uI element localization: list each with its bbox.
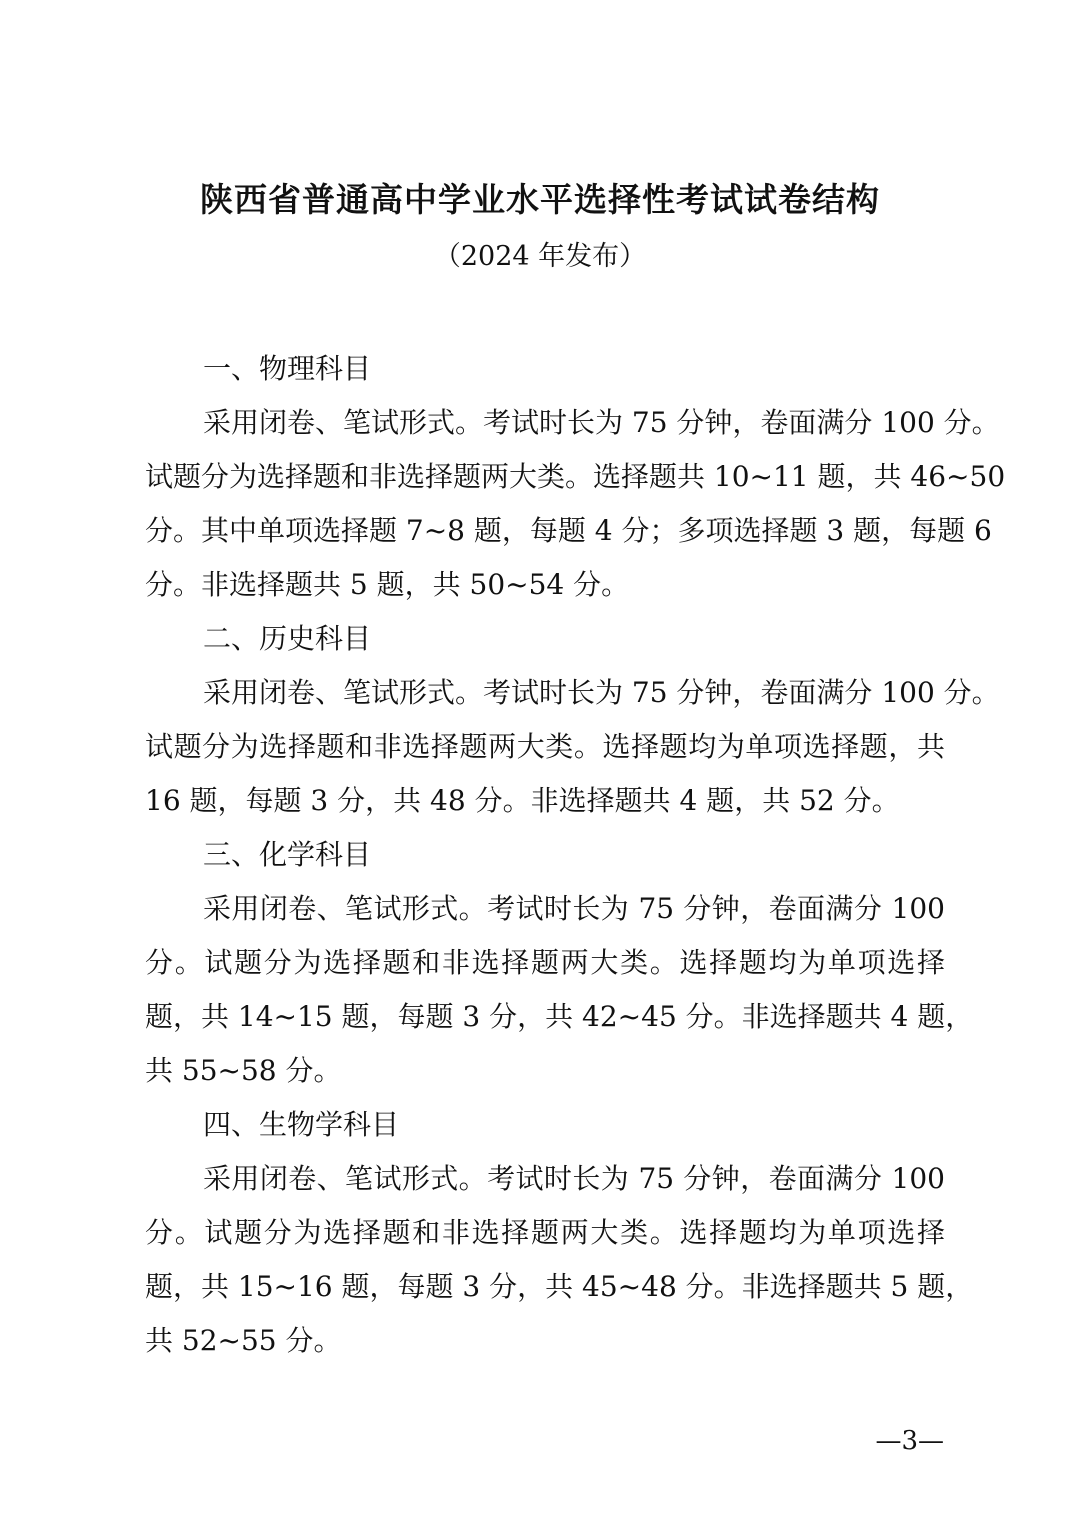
paragraph-line: 采用闭卷、笔试形式。考试时长为 75 分钟，卷面满分 100	[203, 1162, 945, 1195]
paragraph-line: 试题分为选择题和非选择题两大类。选择题均为单项选择题，共	[145, 730, 945, 763]
section-heading: 二、历史科目	[203, 622, 372, 655]
page-number: —3—	[875, 1426, 944, 1456]
paragraph-line: 试题分为选择题和非选择题两大类。选择题共 10~11 题，共 46~50	[145, 460, 1006, 493]
section-heading: 一、物理科目	[203, 352, 372, 385]
paragraph-line: 采用闭卷、笔试形式。考试时长为 75 分钟，卷面满分 100 分。	[203, 676, 1000, 709]
section-biology	[145, 1098, 974, 1368]
document-subtitle: （2024 年发布）	[433, 241, 647, 272]
document-title: 陕西省普通高中学业水平选择性考试试卷结构	[200, 180, 880, 219]
paragraph-line: 题，共 14~15 题，每题 3 分，共 42~45 分。非选择题共 4 题，	[145, 1000, 974, 1033]
paragraph-line: 题，共 15~16 题，每题 3 分，共 45~48 分。非选择题共 5 题，	[145, 1270, 974, 1303]
section-heading: 四、生物学科目	[203, 1108, 400, 1141]
paragraph-line: 共 52~55 分。	[145, 1324, 342, 1357]
document-body	[145, 342, 1006, 1368]
paragraph-line: 分。试题分为选择题和非选择题两大类。选择题均为单项选择	[145, 1216, 945, 1249]
section-physics	[145, 342, 1006, 612]
paragraph-line: 采用闭卷、笔试形式。考试时长为 75 分钟，卷面满分 100 分。	[203, 406, 1000, 439]
paragraph-line: 分。其中单项选择题 7~8 题，每题 4 分；多项选择题 3 题，每题 6	[145, 514, 992, 547]
paragraph-line: 分。非选择题共 5 题，共 50~54 分。	[145, 568, 630, 601]
paragraph-line: 分。试题分为选择题和非选择题两大类。选择题均为单项选择	[145, 946, 945, 979]
paragraph-line: 16 题，每题 3 分，共 48 分。非选择题共 4 题，共 52 分。	[145, 784, 900, 817]
section-heading: 三、化学科目	[203, 838, 372, 871]
paragraph-line: 共 55~58 分。	[145, 1054, 342, 1087]
section-history	[145, 612, 1000, 828]
paragraph-line: 采用闭卷、笔试形式。考试时长为 75 分钟，卷面满分 100	[203, 892, 945, 925]
section-chemistry	[145, 828, 974, 1098]
